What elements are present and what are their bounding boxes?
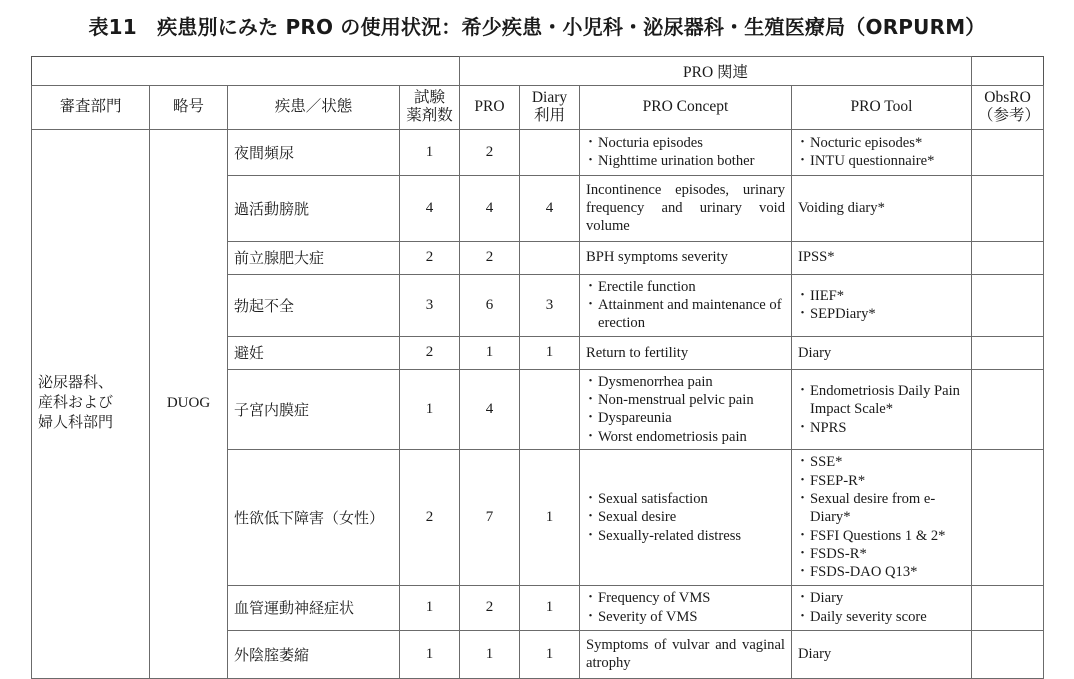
list-item: ・ FSEP-R* [798,472,965,490]
col-header-obsro-line1: ObsRO [984,89,1031,106]
col-header-obsro-line2: （参考） [978,107,1041,125]
drug-count-cell: 1 [400,585,460,630]
col-header-disease: 疾患／状態 [228,86,400,130]
pro-concept-cell [580,274,792,336]
header-group-row [32,57,1044,86]
pro-usage-table [31,56,1044,679]
diary-count-cell [520,241,580,274]
pro-tool-cell-text: IPSS* [798,249,835,266]
obsro-cell [972,175,1044,241]
department-name-line3: 婦人科部門 [38,414,114,431]
obsro-cell [972,585,1044,630]
drug-count-cell: 4 [400,175,460,241]
disease-cell: 子宮内膜症 [228,369,400,450]
pro-concept-cell-text: BPH symptoms severity [586,249,728,266]
col-header-pro: PRO [460,86,520,130]
table-container [31,56,1043,679]
pro-tool-cell [792,369,972,450]
list-item: ・ Diary [798,589,965,607]
list-item: ・ Frequency of VMS [586,589,785,607]
pro-concept-cell-list [586,134,785,171]
pro-count-cell: 2 [460,241,520,274]
list-item: ・ FSDS-R* [798,545,965,563]
pro-concept-cell-text: Symptoms of vulvar and vaginal atrophy [586,636,785,672]
list-item: ・ Nocturic episodes* [798,134,965,152]
header-pro-related: PRO 関連 [460,57,972,86]
pro-concept-cell [580,450,792,586]
pro-tool-cell [792,630,972,678]
col-header-pro-concept: PRO Concept [580,86,792,130]
pro-tool-cell [792,241,972,274]
list-item: ・ SSE* [798,453,965,471]
header-columns-row [32,86,1044,130]
department-name-line2: 産科および [38,394,114,411]
pro-tool-cell-text: Diary [798,646,832,663]
col-header-drug-count-line1: 試験 [413,89,445,106]
pro-tool-cell [792,129,972,175]
drug-count-cell: 2 [400,450,460,586]
header-spacer-left [32,57,460,86]
pro-tool-cell-list [798,134,965,171]
list-item: ・ Nocturia episodes [586,134,785,152]
pro-concept-cell [580,585,792,630]
pro-tool-cell-list [798,589,965,626]
col-header-drug-count-line2: 薬剤数 [406,107,453,125]
diary-count-cell: 1 [520,336,580,369]
disease-cell: 夜間頻尿 [228,129,400,175]
disease-cell: 勃起不全 [228,274,400,336]
disease-cell: 血管運動神経症状 [228,585,400,630]
obsro-cell [972,336,1044,369]
pro-concept-cell [580,369,792,450]
pro-concept-cell-list [586,589,785,626]
page-title: 表11 疾患別にみた PRO の使用状況：希少疾患・小児科・泌尿器科・生殖医療局（ORPURM） [88,15,986,39]
pro-count-cell: 7 [460,450,520,586]
col-header-diary-line1: Diary [531,89,568,106]
list-item: ・ FSDS-DAO Q13* [798,563,965,581]
pro-concept-cell-list [586,278,785,333]
list-item: ・ Dysmenorrhea pain [586,373,785,391]
pro-count-cell: 1 [460,336,520,369]
list-item: ・ Dyspareunia [586,409,785,427]
pro-count-cell: 6 [460,274,520,336]
pro-count-cell: 4 [460,175,520,241]
col-header-obsro [972,86,1044,130]
obsro-cell [972,450,1044,586]
col-header-abbr: 略号 [150,86,228,130]
obsro-cell [972,274,1044,336]
table-body [32,129,1044,678]
list-item: ・ Attainment and maintenance of erection [586,296,785,333]
obsro-cell [972,369,1044,450]
diary-count-cell: 4 [520,175,580,241]
pro-concept-cell-text: Incontinence episodes, urinary frequency and urinary void volume [586,181,785,235]
list-item: ・ Endometriosis Daily Pain Impact Scale* [798,382,965,419]
list-item: ・ INTU questionnaire* [798,152,965,170]
disease-cell: 過活動膀胱 [228,175,400,241]
pro-concept-cell-list [586,373,785,447]
disease-cell: 避妊 [228,336,400,369]
pro-tool-cell-list [798,382,965,437]
pro-tool-cell [792,175,972,241]
diary-count-cell: 1 [520,630,580,678]
pro-count-cell: 2 [460,129,520,175]
disease-cell: 外陰腟萎縮 [228,630,400,678]
list-item: ・ Nighttime urination bother [586,152,785,170]
pro-tool-cell-text: Voiding diary* [798,199,885,216]
department-abbr-cell: DUOG [150,129,228,678]
list-item: ・ SEPDiary* [798,305,965,323]
list-item: ・ NPRS [798,419,965,437]
pro-concept-cell-list [586,490,785,545]
table-row [32,129,1044,175]
list-item: ・ Daily severity score [798,608,965,626]
list-item: ・ Sexual desire from e-Diary* [798,490,965,527]
list-item: ・ Severity of VMS [586,608,785,626]
pro-tool-cell [792,450,972,586]
col-header-pro-tool: PRO Tool [792,86,972,130]
drug-count-cell: 1 [400,369,460,450]
obsro-cell [972,630,1044,678]
list-item: ・ FSFI Questions 1 & 2* [798,527,965,545]
drug-count-cell: 2 [400,241,460,274]
diary-count-cell: 3 [520,274,580,336]
drug-count-cell: 1 [400,129,460,175]
list-item: ・ Sexual desire [586,508,785,526]
diary-count-cell: 1 [520,450,580,586]
disease-cell: 性欲低下障害（女性） [228,450,400,586]
department-cell [32,129,150,678]
pro-count-cell: 4 [460,369,520,450]
pro-concept-cell [580,630,792,678]
pro-concept-cell [580,129,792,175]
pro-tool-cell [792,274,972,336]
obsro-cell [972,241,1044,274]
drug-count-cell: 2 [400,336,460,369]
list-item: ・ Sexually-related distress [586,527,785,545]
diary-count-cell [520,129,580,175]
drug-count-cell: 1 [400,630,460,678]
disease-cell: 前立腺肥大症 [228,241,400,274]
obsro-cell [972,129,1044,175]
pro-tool-cell-list [798,287,965,324]
pro-concept-cell [580,175,792,241]
diary-count-cell: 1 [520,585,580,630]
pro-tool-cell-text: Diary [798,344,832,361]
list-item: ・ IIEF* [798,287,965,305]
drug-count-cell: 3 [400,274,460,336]
header-spacer-right [972,57,1044,86]
list-item: ・ Erectile function [586,278,785,296]
pro-concept-cell-text: Return to fertility [586,344,689,361]
col-header-dept: 審査部門 [32,86,150,130]
col-header-drug-count [400,86,460,130]
pro-tool-cell-list [798,453,965,582]
pro-tool-cell [792,585,972,630]
col-header-diary [520,86,580,130]
pro-concept-cell [580,336,792,369]
pro-count-cell: 2 [460,585,520,630]
pro-tool-cell [792,336,972,369]
pro-count-cell: 1 [460,630,520,678]
pro-concept-cell [580,241,792,274]
col-header-diary-line2: 利用 [533,107,565,125]
list-item: ・ Worst endometriosis pain [586,428,785,446]
list-item: ・ Sexual satisfaction [586,490,785,508]
list-item: ・ Non-menstrual pelvic pain [586,391,785,409]
department-name-line1: 泌尿器科、 [38,374,114,391]
diary-count-cell [520,369,580,450]
table-head [32,57,1044,130]
